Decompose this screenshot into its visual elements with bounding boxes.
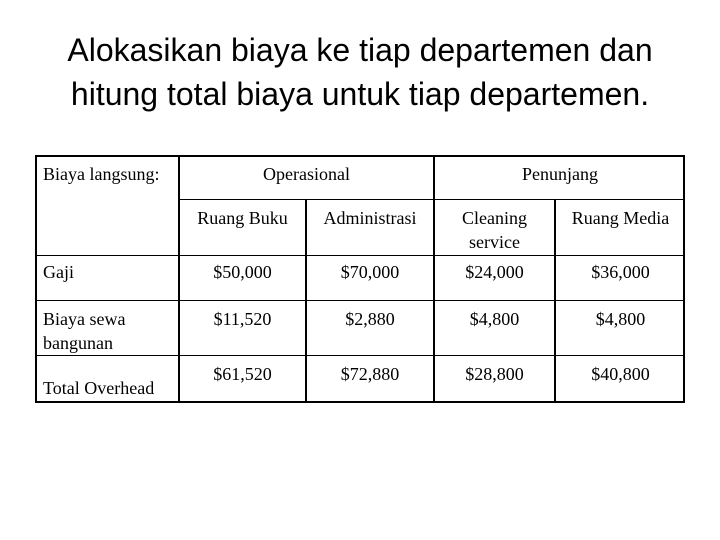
row-label-gaji: Gaji [43,262,74,282]
cell-gaji-ruang-media: $36,000 [591,262,650,282]
cost-allocation-table [35,155,685,403]
header-group-penunjang: Penunjang [522,164,598,184]
title-line-1: Alokasikan biaya ke tiap departemen dan [67,32,653,68]
divider-h-header [35,255,685,256]
divider-h-row1 [35,300,685,301]
header-col-cleaning-service [435,206,554,254]
row-label-biaya-sewa-line2: bangunan [43,333,113,353]
cell-gaji-cleaning: $24,000 [465,262,524,282]
cell-total-ruang-buku: $61,520 [213,364,272,384]
cell-total-cleaning: $28,800 [465,364,524,384]
row-label-biaya-sewa [43,307,125,355]
header-col-cleaning-line1: Cleaning [462,208,527,228]
header-group-operasional: Operasional [263,164,350,184]
row-label-total-overhead: Total Overhead [43,378,155,398]
header-col-cleaning-line2: service [469,232,520,252]
slide-title [0,28,720,116]
header-col-ruang-buku: Ruang Buku [197,208,288,228]
row-label-biaya-sewa-line1: Biaya sewa [43,309,126,329]
cell-sewa-administrasi: $2,880 [345,309,395,329]
header-col-ruang-media: Ruang Media [571,208,670,228]
cell-total-ruang-media: $40,800 [591,364,650,384]
cell-gaji-ruang-buku: $50,000 [213,262,272,282]
divider-h-group [178,199,685,200]
divider-h-row2 [35,355,685,356]
cell-gaji-administrasi: $70,000 [340,262,400,282]
cell-sewa-cleaning: $4,800 [469,309,520,329]
cell-total-administrasi: $72,880 [340,364,400,384]
title-line-2: hitung total biaya untuk tiap departemen. [70,76,650,112]
header-col-administrasi: Administrasi [323,208,417,228]
cell-sewa-ruang-buku: $11,520 [213,309,272,329]
header-row-label: Biaya langsung: [43,164,160,184]
cell-sewa-ruang-media: $4,800 [595,309,646,329]
